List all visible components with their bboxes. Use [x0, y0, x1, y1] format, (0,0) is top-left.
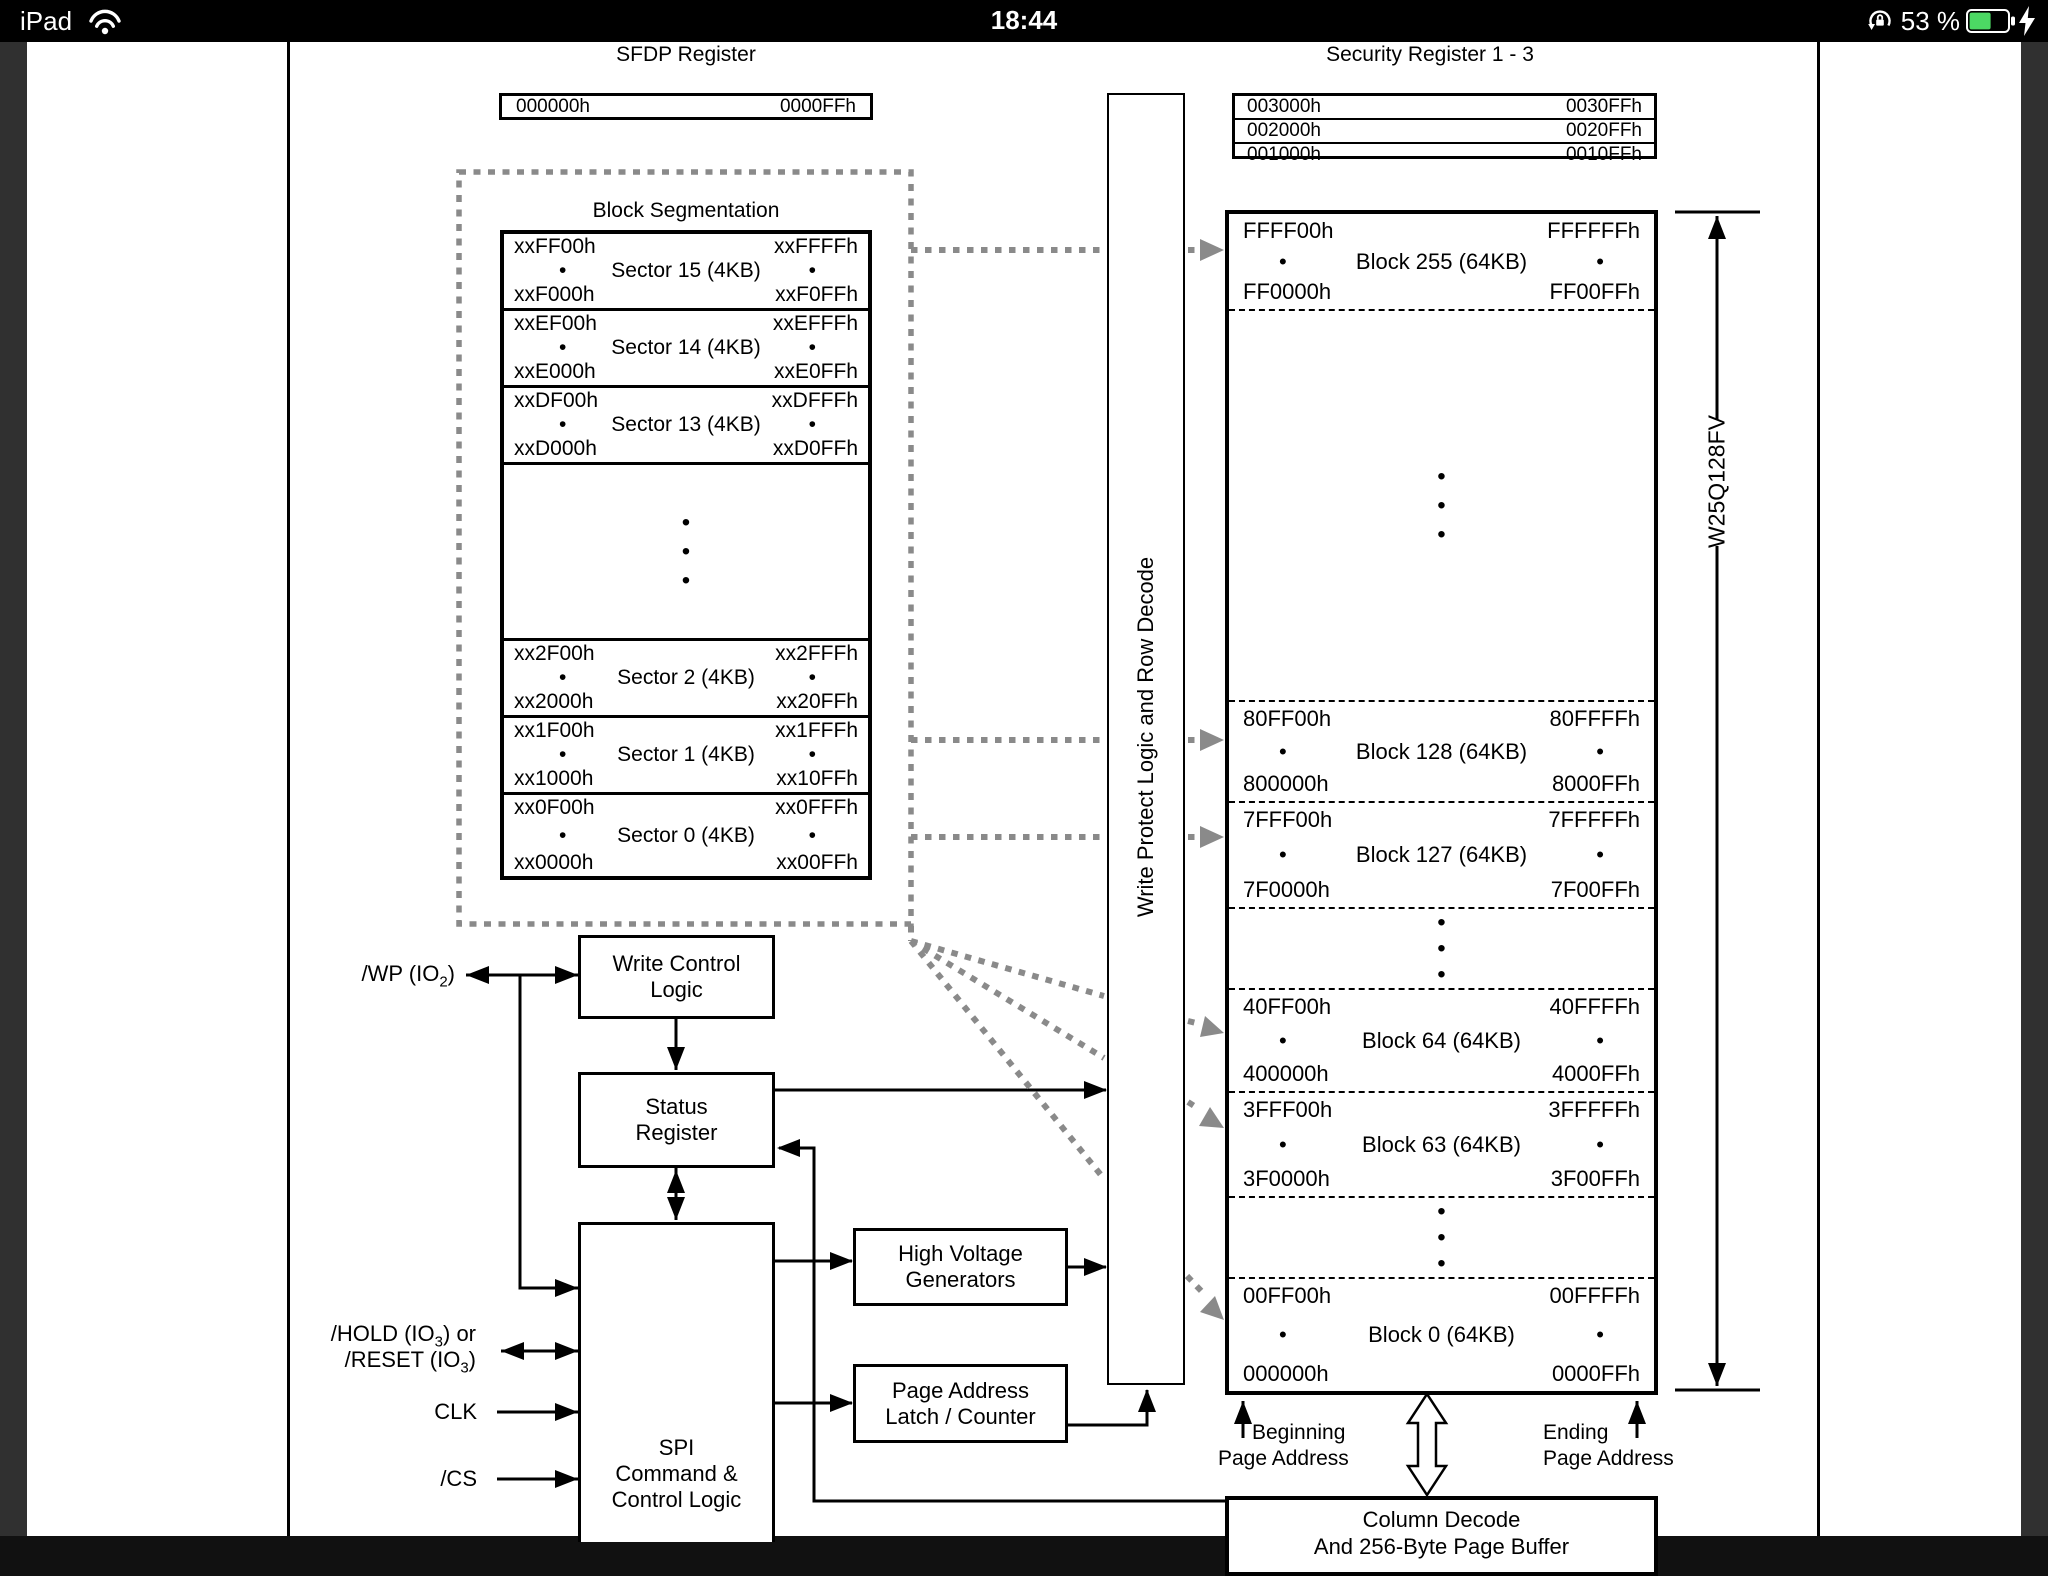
- block-row: FFFF00h FFFFFFh • Block 255 (64KB) • FF0000h FF00FFh: [1229, 214, 1654, 311]
- block-row: 40FF00h 40FFFFh • Block 64 (64KB) • 400000h 4000FFh: [1229, 990, 1654, 1093]
- clock: 18:44: [990, 5, 1058, 35]
- viewer-left-edge: [0, 42, 27, 1536]
- sector-row: xxEF00h xxEFFFh • Sector 14 (4KB) • xxE000h xxE0FFh: [504, 311, 868, 388]
- sector-label: Sector 0 (4KB): [617, 823, 755, 847]
- security-register-box: [1232, 93, 1657, 165]
- clk-signal-label: CLK: [434, 1399, 477, 1424]
- sfdp-title: SFDP Register: [616, 43, 756, 66]
- sfdp-end-address: 0000FFh: [779, 95, 856, 117]
- block-row: 7FFF00h 7FFFFFh • Block 127 (64KB) • 7F0000h 7F00FFh: [1229, 803, 1654, 909]
- block-ellipsis-cell: • • •: [1229, 311, 1654, 702]
- sector-row: xx2F00h xx2FFFh • Sector 2 (4KB) • xx2000h xx20FFh: [504, 641, 868, 718]
- viewer-right-edge: [2021, 42, 2048, 1536]
- column-decode-box: [1225, 1496, 1658, 1576]
- write-protect-column-label: Write Protect Logic and Row Decode: [1133, 556, 1158, 918]
- figure-frame-right: [1817, 42, 1820, 1536]
- status-register-box: Status Register: [578, 1072, 775, 1168]
- block-label: Block 127 (64KB): [1355, 842, 1528, 867]
- security-register-row: [1235, 144, 1654, 166]
- block-row: 00FF00h 00FFFFh • Block 0 (64KB) • 000000h 0000FFh: [1243, 1283, 1640, 1386]
- high-voltage-generators-box: High Voltage Generators: [853, 1228, 1068, 1306]
- charging-bolt-icon: [2019, 6, 2036, 36]
- sfdp-register-box: [499, 93, 873, 120]
- sector-label: Sector 2 (4KB): [617, 666, 755, 689]
- block-segmentation-table: [500, 230, 872, 880]
- battery-percent: 53 %: [1900, 6, 1960, 36]
- sector-ellipsis-cell: • • •: [504, 465, 868, 641]
- status-bar: [0, 0, 2048, 42]
- security-start-address: 003000h: [1247, 96, 1321, 117]
- hold-signal-label: /HOLD $(IO_3)$ or /RESET $(IO_3)$: [330, 1321, 476, 1377]
- ending-page-address-label2: Page Address: [1543, 1447, 1674, 1470]
- block-ellipsis-cell: • • •: [1229, 1198, 1654, 1279]
- figure-frame-left: [287, 42, 290, 1536]
- security-end-address: 0020FFh: [1565, 120, 1642, 141]
- block-row: 3FFF00h 3FFFFFh • Block 63 (64KB) • 3F0000h 3F00FFh: [1229, 1093, 1654, 1198]
- sfdp-start-address: 000000h: [516, 95, 590, 117]
- beginning-page-address-label2: Page Address: [1218, 1447, 1349, 1470]
- spi-command-control-logic-box: [578, 1222, 775, 1542]
- block-label: Block 63 (64KB): [1362, 1131, 1521, 1157]
- beginning-page-address-label: Beginning: [1252, 1421, 1346, 1444]
- security-start-address: 002000h: [1247, 120, 1321, 141]
- battery-icon: [1966, 8, 2016, 34]
- block-label: Block 64 (64KB): [1362, 1027, 1521, 1053]
- security-register-row: [1235, 120, 1654, 144]
- sector-label: Sector 13 (4KB): [611, 413, 761, 436]
- ending-page-address-label: Ending: [1543, 1421, 1609, 1444]
- sector-row: xx1F00h xx1FFFh • Sector 1 (4KB) • xx1000h xx10FFh: [504, 718, 868, 795]
- chip-name-label: W25Q128FV: [1703, 415, 1730, 548]
- sector-row: xxFF00h xxFFFFh • Sector 15 (4KB) • xxF000h xxF0FFh: [504, 234, 868, 311]
- sector-label: Sector 14 (4KB): [611, 336, 761, 359]
- column-decode-label: Column Decode And 256-Byte Page Buffer: [1313, 1507, 1570, 1559]
- cs-signal-label: /CS: [440, 1466, 477, 1491]
- block-label: Block 128 (64KB): [1355, 738, 1528, 764]
- sector-label: Sector 1 (4KB): [617, 743, 755, 766]
- block-label: Block 0 (64KB): [1368, 1322, 1515, 1347]
- write-control-logic-box: Write Control Logic: [578, 935, 775, 1019]
- spi-box-label: SPI Command & Control Logic: [611, 1435, 742, 1512]
- security-start-address: 001000h: [1247, 144, 1321, 165]
- memory-array-box: [1225, 210, 1658, 1395]
- sector-row: xxDF00h xxDFFFh • Sector 13 (4KB) • xxD000h xxD0FFh: [504, 388, 868, 465]
- security-end-address: 0030FFh: [1565, 96, 1642, 117]
- device-label: iPad: [20, 6, 73, 36]
- rotation-lock-icon: [1866, 7, 1894, 35]
- block-label: Block 255 (64KB): [1355, 248, 1528, 274]
- data-bus-double-arrow: [1408, 1394, 1446, 1495]
- wp-signal-label: /WP $(IO_2)$: [361, 961, 455, 991]
- security-title: Security Register 1 - 3: [1326, 43, 1534, 66]
- sector-label: Sector 15 (4KB): [611, 259, 761, 282]
- sector-row: xx0F00h xx0FFFh • Sector 0 (4KB) • xx0000h xx00FFh: [514, 796, 858, 874]
- block-row: 80FF00h 80FFFFh • Block 128 (64KB) • 800000h 8000FFh: [1229, 702, 1654, 803]
- security-end-address: 0010FFh: [1565, 144, 1642, 165]
- block-segmentation-title: Block Segmentation: [592, 199, 780, 222]
- security-register-row: [1235, 96, 1654, 120]
- page-address-latch-counter-box: Page Address Latch / Counter: [853, 1364, 1068, 1443]
- block-ellipsis-cell: • • •: [1229, 909, 1654, 990]
